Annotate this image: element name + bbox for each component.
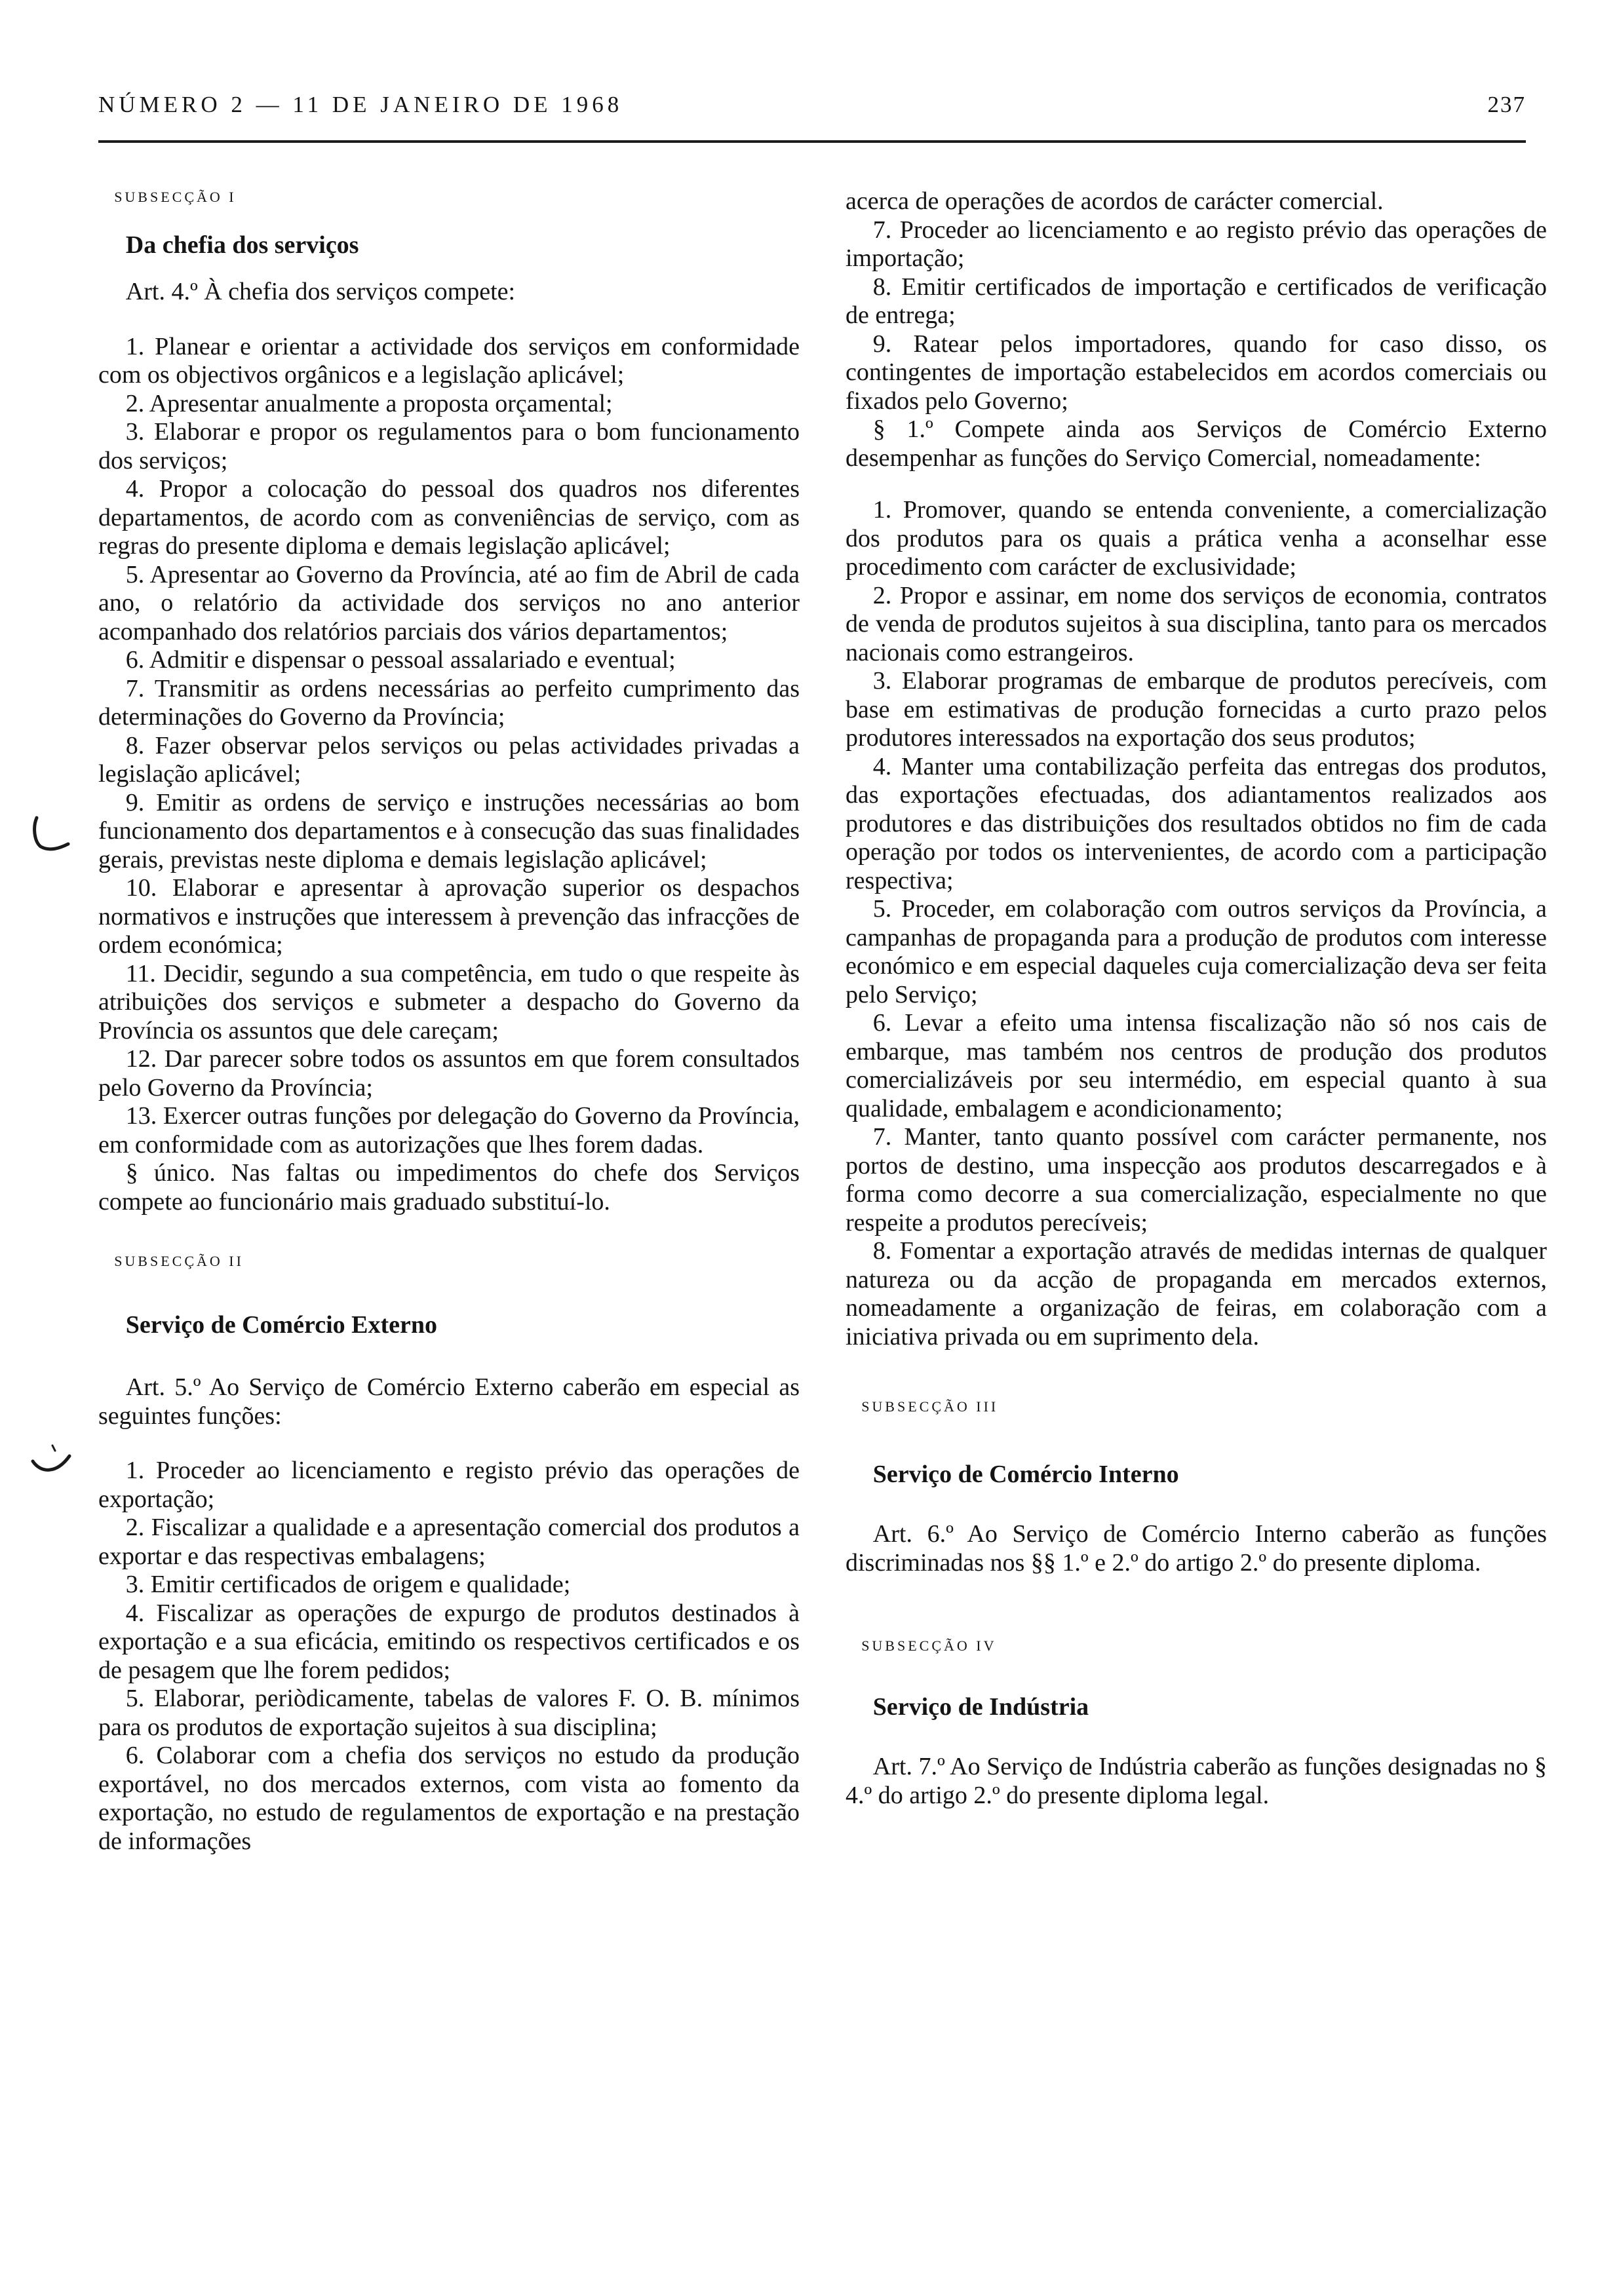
list-item: 9. Emitir as ordens de serviço e instruções necessárias ao bom funcionamento dos departamentos e à consecução das suas finalidades gerais, previstas neste diploma e demais legislação aplicável; xyxy=(98,788,800,873)
list-item: 8. Fomentar a exportação através de medidas internas de qualquer natureza ou da acção de propaganda em mercados externos, nomeadamente a organização de feiras, em colaboração com a iniciativa privada ou em suprimento dela. xyxy=(846,1237,1547,1350)
section-title: Da chefia dos serviços xyxy=(125,231,359,259)
subsection-label: SUBSECÇÃO III xyxy=(861,1398,999,1415)
list-item: 6. Levar a efeito uma intensa fiscalização não só nos cais de embarque, mas também nos centros de produção dos produtos comercializáveis por seu intermédio, em especial quanto à sua qualidade, embalagem e acondicionamento; xyxy=(846,1009,1547,1122)
list-item: 8. Fazer observar pelos serviços ou pelas actividades privadas a legislação aplicável; xyxy=(98,731,800,788)
list-item: 1. Planear e orientar a actividade dos serviços em conformidade com os objectivos orgânicos e a legislação aplicável; xyxy=(98,332,800,389)
continued-text: acerca de operações de acordos de carácter comercial. xyxy=(846,187,1384,215)
right-column xyxy=(846,187,1547,1810)
list-item: 11. Decidir, segundo a sua competência, em tudo o que respeite às atribuições dos serviços e submeter a despacho do Governo da Província os assuntos que dele careçam; xyxy=(98,959,800,1044)
margin-mark-icon xyxy=(28,813,73,858)
list-item: 13. Exercer outras funções por delegação do Governo da Província, em conformidade com as autorizações que lhes forem dadas. xyxy=(98,1102,800,1158)
list-item: 2. Fiscalizar a qualidade e a apresentação comercial dos produtos a exportar e das respectivas embalagens; xyxy=(98,1514,800,1570)
list-item: 2. Propor e assinar, em nome dos serviços de economia, contratos de venda de produtos sujeitos à sua disciplina, tanto para os mercados nacionais como estrangeiros. xyxy=(846,581,1547,666)
list-item: 8. Emitir certificados de importação e certificados de verificação de entrega; xyxy=(846,273,1547,329)
list-item: 9. Ratear pelos importadores, quando for caso disso, os contingentes de importação estabelecidos em acordos comerciais ou fixados pelo Governo; xyxy=(846,330,1547,415)
section-title: Serviço de Comércio Externo xyxy=(125,1311,438,1339)
section-title: Serviço de Indústria xyxy=(872,1693,1089,1721)
subsection-label: SUBSECÇÃO I xyxy=(114,189,237,205)
list-item: 10. Elaborar e apresentar à aprovação superior os despachos normativos e instruções que interessem à prevenção das infracções de ordem económica; xyxy=(98,874,800,959)
paragraph-intro: § 1.º Compete ainda aos Serviços de Comércio Externo desempenhar as funções do Serviço Comercial, nomeadamente: xyxy=(846,415,1547,472)
list-item: 7. Manter, tanto quanto possível com carácter permanente, nos portos de destino, uma inspecção aos produtos descarregados e à forma como decorre a sua comercialização, especialmente no que respeite a produtos perecíveis; xyxy=(846,1123,1547,1236)
list-item: 3. Emitir certificados de origem e qualidade; xyxy=(125,1571,571,1598)
header-rule xyxy=(98,140,1526,143)
list-item: 5. Apresentar ao Governo da Província, até ao fim de Abril de cada ano, o relatório da actividade dos serviços no ano anterior acompanhado dos relatórios parciais dos vários departamentos; xyxy=(98,560,800,645)
list-item: 4. Manter uma contabilização perfeita das entregas dos produtos, das exportações efectuadas, dos adiantamentos realizados aos produtores e das distribuições dos resultados obtidos no fim de cada operação por todos os intervenientes, de acordo com a participação respectiva; xyxy=(846,752,1547,894)
article-intro: Art. 4.º À chefia dos serviços compete: xyxy=(125,278,516,305)
subsection-label: SUBSECÇÃO II xyxy=(114,1253,244,1269)
list-item: 4. Fiscalizar as operações de expurgo de produtos destinados à exportação e a sua eficácia, emitindo os respectivos certificados e os de pesagem que lhe forem pedidos; xyxy=(98,1599,800,1684)
section-title: Serviço de Comércio Interno xyxy=(872,1461,1179,1488)
article-intro: Art. 5.º Ao Serviço de Comércio Externo caberão em especial as seguintes funções: xyxy=(98,1373,800,1430)
list-item: 5. Proceder, em colaboração com outros serviços da Província, a campanhas de propaganda para a produção de produtos com interesse económico e em especial daqueles cuja comercialização deva ser feita pelo Serviço; xyxy=(846,895,1547,1008)
list-item: 2. Apresentar anualmente a proposta orçamental; xyxy=(125,389,613,417)
list-item: 3. Elaborar programas de embarque de produtos perecíveis, com base em estimativas de produção fornecidas a curto prazo pelos produtores interessados na exportação dos seus produtos; xyxy=(846,667,1547,752)
page-number: 237 xyxy=(1487,92,1526,117)
list-item: 1. Promover, quando se entenda conveniente, a comercialização dos produtos para os quais a prática venha a aconselhar esse procedimento com carácter de exclusividade; xyxy=(846,496,1547,581)
list-item: 12. Dar parecer sobre todos os assuntos em que forem consultados pelo Governo da Província; xyxy=(98,1045,800,1101)
list-item: 7. Transmitir as ordens necessárias ao perfeito cumprimento das determinações do Governo da Província; xyxy=(98,674,800,731)
list-item: 4. Propor a colocação do pessoal dos quadros nos diferentes departamentos, de acordo com as conveniências de serviço, com as regras do presente diploma e demais legislação aplicável; xyxy=(98,475,800,560)
list-item: 7. Proceder ao licenciamento e ao registo prévio das operações de importação; xyxy=(846,216,1547,272)
paragraph-unico: § único. Nas faltas ou impedimentos do chefe dos Serviços compete ao funcionário mais graduado substituí-lo. xyxy=(98,1159,800,1215)
list-item: 6. Colaborar com a chefia dos serviços no estudo da produção exportável, no dos mercados externos, com vista ao fomento da exportação, no estudo de regulamentos de exportação e na prestação de informações xyxy=(98,1742,800,1855)
list-item: 6. Admitir e dispensar o pessoal assalariado e eventual; xyxy=(125,646,676,674)
list-item: 1. Proceder ao licenciamento e registo prévio das operações de exportação; xyxy=(98,1457,800,1513)
page-header xyxy=(98,92,1526,131)
margin-mark-icon xyxy=(26,1442,79,1494)
issue-title: NÚMERO 2 — 11 DE JANEIRO DE 1968 xyxy=(98,92,623,117)
left-column xyxy=(98,187,800,1856)
subsection-label: SUBSECÇÃO IV xyxy=(861,1637,997,1654)
list-item: 5. Elaborar, periòdicamente, tabelas de valores F. O. B. mínimos para os produtos de exportação sujeitos à sua disciplina; xyxy=(98,1685,800,1741)
article-text: Art. 6.º Ao Serviço de Comércio Interno caberão as funções discriminadas nos §§ 1.º e 2.º do artigo 2.º do presente diploma. xyxy=(846,1520,1547,1577)
list-item: 3. Elaborar e propor os regulamentos para o bom funcionamento dos serviços; xyxy=(98,418,800,474)
article-text: Art. 7.º Ao Serviço de Indústria caberão as funções designadas no § 4.º do artigo 2.º do presente diploma legal. xyxy=(846,1753,1547,1809)
